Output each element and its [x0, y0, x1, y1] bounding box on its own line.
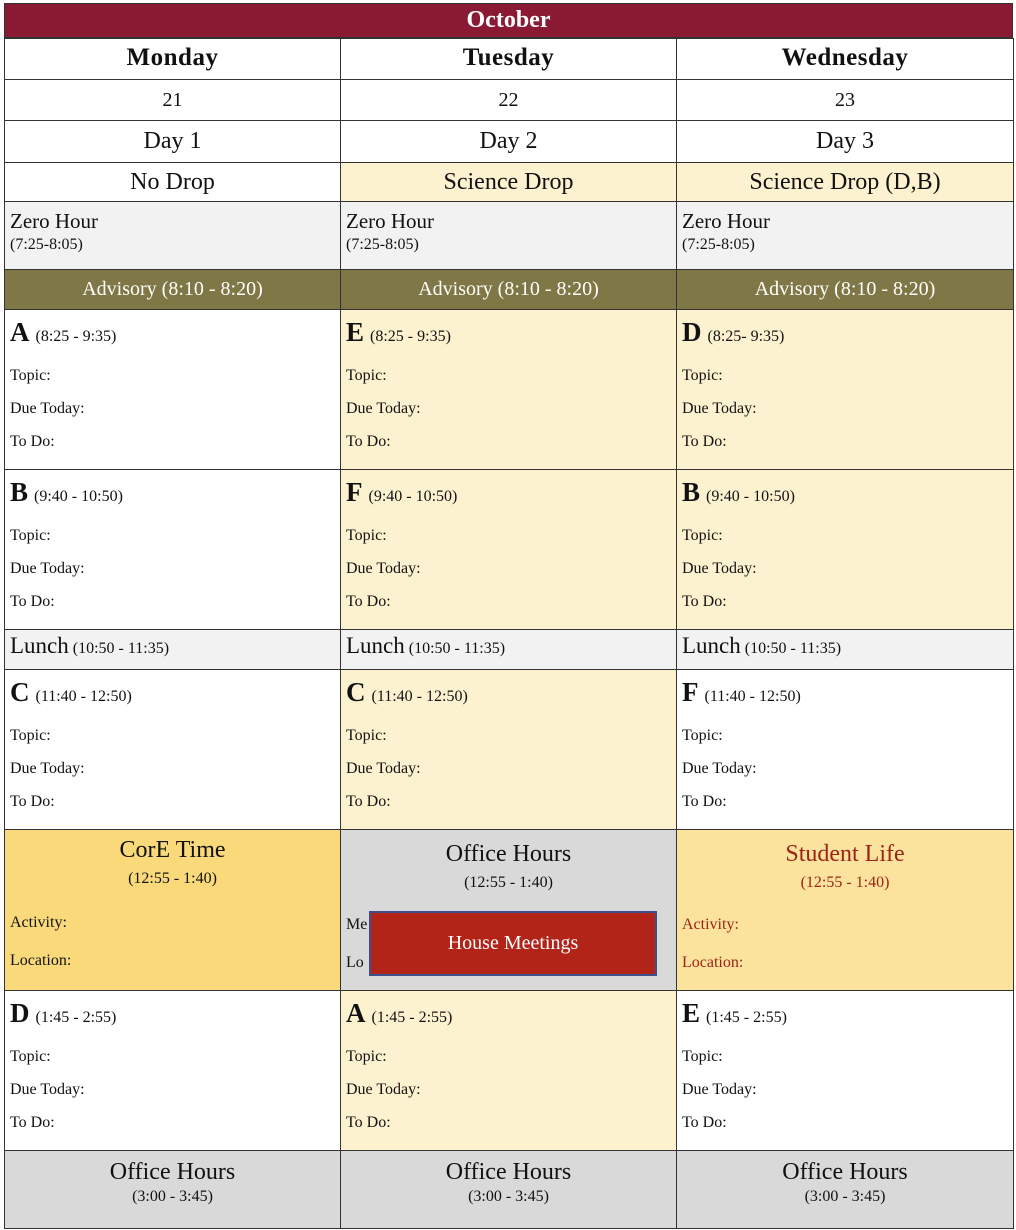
- zero-hour-title: Zero Hour: [10, 209, 99, 233]
- period-letter: C: [346, 677, 366, 707]
- topic-label: Topic:: [10, 727, 51, 744]
- period-row: [5, 670, 1014, 830]
- to-do-label: To Do:: [682, 1114, 727, 1131]
- to-do-label: To Do:: [10, 433, 55, 450]
- period-letter: F: [346, 477, 363, 507]
- student-life-time: (12:55 - 1:40): [800, 874, 890, 891]
- due-today-label: Due Today:: [682, 1081, 757, 1098]
- lunch-cell: [677, 630, 1014, 670]
- period-time: (9:40 - 10:50): [706, 488, 795, 505]
- topic-label: Topic:: [682, 527, 723, 544]
- to-do-label: To Do:: [10, 1114, 55, 1131]
- lunch-title: Lunch: [346, 633, 405, 658]
- period-cell: [677, 670, 1014, 830]
- zero-hour-title: Zero Hour: [346, 209, 435, 233]
- office-hours-time: (12:55 - 1:40): [464, 874, 553, 891]
- due-today-label: Due Today:: [10, 560, 85, 577]
- zero-hour-time: (7:25-8:05): [682, 236, 755, 253]
- office-hours-time: (3:00 - 3:45): [468, 1188, 549, 1205]
- month-header: October: [4, 3, 1013, 38]
- due-today-label: Due Today:: [10, 1081, 85, 1098]
- period-cell: [677, 470, 1014, 630]
- location-label: Lo: [346, 954, 364, 971]
- topic-label: Topic:: [10, 527, 51, 544]
- period-cell: [5, 670, 341, 830]
- period-time: (1:45 - 2:55): [35, 1009, 117, 1026]
- topic-label: Topic:: [346, 727, 387, 744]
- period-letter: C: [10, 677, 30, 707]
- period-time: (11:40 - 12:50): [371, 688, 468, 705]
- day-number: Day 1: [5, 121, 341, 163]
- day-number: Day 3: [677, 121, 1014, 163]
- due-today-label: Due Today:: [346, 1081, 421, 1098]
- to-do-label: To Do:: [682, 793, 727, 810]
- to-do-label: To Do:: [682, 593, 727, 610]
- house-meetings-box[interactable]: House Meetings: [369, 911, 657, 976]
- to-do-label: To Do:: [346, 793, 391, 810]
- period-letter: E: [346, 317, 365, 347]
- topic-label: Topic:: [682, 1048, 723, 1065]
- topic-label: Topic:: [346, 367, 387, 384]
- student-life-cell: [677, 830, 1014, 991]
- advisory-cell: Advisory (8:10 - 8:20): [677, 270, 1014, 310]
- due-today-label: Due Today:: [346, 400, 421, 417]
- drop-label: Science Drop: [341, 163, 677, 202]
- office-hours-title: Office Hours: [445, 1159, 572, 1185]
- topic-label: Topic:: [682, 367, 723, 384]
- zero-hour-cell: [341, 202, 677, 270]
- lunch-time: (10:50 - 11:35): [744, 640, 842, 657]
- period-cell: [341, 310, 677, 470]
- to-do-label: To Do:: [682, 433, 727, 450]
- zero-hour-cell: [5, 202, 341, 270]
- due-today-label: Due Today:: [10, 400, 85, 417]
- lunch-row: [5, 630, 1014, 670]
- drop-label: No Drop: [5, 163, 341, 202]
- period-cell: [341, 470, 677, 630]
- zero-hour-title: Zero Hour: [682, 209, 771, 233]
- zero-hour-cell: [677, 202, 1014, 270]
- period-letter: D: [682, 317, 702, 347]
- due-today-label: Due Today:: [682, 760, 757, 777]
- drop-label: Science Drop (D,B): [677, 163, 1014, 202]
- period-cell: [5, 470, 341, 630]
- to-do-label: To Do:: [10, 793, 55, 810]
- period-time: (8:25- 9:35): [707, 328, 785, 345]
- period-row: [5, 470, 1014, 630]
- period-cell: [341, 991, 677, 1151]
- advisory-cell: Advisory (8:10 - 8:20): [5, 270, 341, 310]
- core-time-time: (12:55 - 1:40): [128, 870, 217, 887]
- topic-label: Topic:: [682, 727, 723, 744]
- period-time: (8:25 - 9:35): [35, 328, 117, 345]
- day-name-row: [5, 39, 1014, 80]
- topic-label: Topic:: [10, 367, 51, 384]
- period-cell: [677, 991, 1014, 1151]
- period-letter: F: [682, 677, 699, 707]
- zero-hour-time: (7:25-8:05): [10, 236, 83, 253]
- location-label: Location:: [682, 954, 744, 971]
- lunch-title: Lunch: [682, 633, 741, 658]
- period-letter: A: [346, 998, 366, 1028]
- period-cell: [677, 310, 1014, 470]
- topic-label: Topic:: [346, 1048, 387, 1065]
- period-time: (9:40 - 10:50): [34, 488, 123, 505]
- day-name: Tuesday: [341, 39, 677, 80]
- period-letter: E: [682, 998, 701, 1028]
- period-letter: A: [10, 317, 30, 347]
- to-do-label: To Do:: [346, 433, 391, 450]
- period-time: (11:40 - 12:50): [704, 688, 801, 705]
- due-today-label: Due Today:: [682, 400, 757, 417]
- lunch-cell: [5, 630, 341, 670]
- location-label: Location:: [10, 952, 72, 969]
- to-do-label: To Do:: [10, 593, 55, 610]
- due-today-label: Due Today:: [682, 560, 757, 577]
- core-time-cell: [5, 830, 341, 991]
- lunch-title: Lunch: [10, 633, 69, 658]
- period-letter: D: [10, 998, 30, 1028]
- lunch-time: (10:50 - 11:35): [72, 640, 170, 657]
- date-number: 22: [341, 80, 677, 121]
- calendar: [4, 3, 1013, 1229]
- period-time: (1:45 - 2:55): [371, 1009, 453, 1026]
- period-letter: B: [10, 477, 29, 507]
- office-hours-cell: [677, 1151, 1014, 1229]
- office-hours-row: [5, 1151, 1014, 1229]
- lunch-cell: [341, 630, 677, 670]
- drop-row: [5, 163, 1014, 202]
- advisory-row: [5, 270, 1014, 310]
- day-number: Day 2: [341, 121, 677, 163]
- period-time: (8:25 - 9:35): [370, 328, 451, 345]
- period-time: (9:40 - 10:50): [368, 488, 458, 505]
- topic-label: Topic:: [346, 527, 387, 544]
- zero-hour-time: (7:25-8:05): [346, 236, 419, 253]
- period-row: [5, 310, 1014, 470]
- student-life-title: Student Life: [785, 841, 905, 867]
- day-number-row: [5, 121, 1014, 163]
- activity-label: Activity:: [682, 916, 739, 933]
- date-number: 21: [5, 80, 341, 121]
- period-time: (11:40 - 12:50): [35, 688, 132, 705]
- day-name: Monday: [5, 39, 341, 80]
- calendar-grid: [4, 38, 1014, 1229]
- office-hours-title: Office Hours: [109, 1159, 236, 1185]
- date-number: 23: [677, 80, 1014, 121]
- office-hours-title: Office Hours: [445, 841, 572, 867]
- date-row: [5, 80, 1014, 121]
- due-today-label: Due Today:: [10, 760, 85, 777]
- due-today-label: Due Today:: [346, 760, 421, 777]
- lunch-time: (10:50 - 11:35): [408, 640, 506, 657]
- period-cell: [5, 310, 341, 470]
- period-time: (1:45 - 2:55): [706, 1009, 787, 1026]
- period-row: [5, 991, 1014, 1151]
- activity-label: Activity:: [10, 914, 67, 931]
- office-hours-title: Office Hours: [782, 1159, 908, 1185]
- meeting-label: Me: [346, 916, 368, 933]
- advisory-cell: Advisory (8:10 - 8:20): [341, 270, 677, 310]
- period-cell: [5, 991, 341, 1151]
- period-cell: [341, 670, 677, 830]
- office-hours-cell: [5, 1151, 341, 1229]
- day-name: Wednesday: [677, 39, 1014, 80]
- due-today-label: Due Today:: [346, 560, 421, 577]
- office-hours-time: (3:00 - 3:45): [804, 1188, 886, 1205]
- period-letter: B: [682, 477, 701, 507]
- topic-label: Topic:: [10, 1048, 51, 1065]
- zero-hour-row: [5, 202, 1014, 270]
- to-do-label: To Do:: [346, 1114, 391, 1131]
- core-time-title: CorE Time: [119, 837, 226, 863]
- to-do-label: To Do:: [346, 593, 391, 610]
- office-hours-time: (3:00 - 3:45): [132, 1188, 213, 1205]
- office-hours-cell: [341, 1151, 677, 1229]
